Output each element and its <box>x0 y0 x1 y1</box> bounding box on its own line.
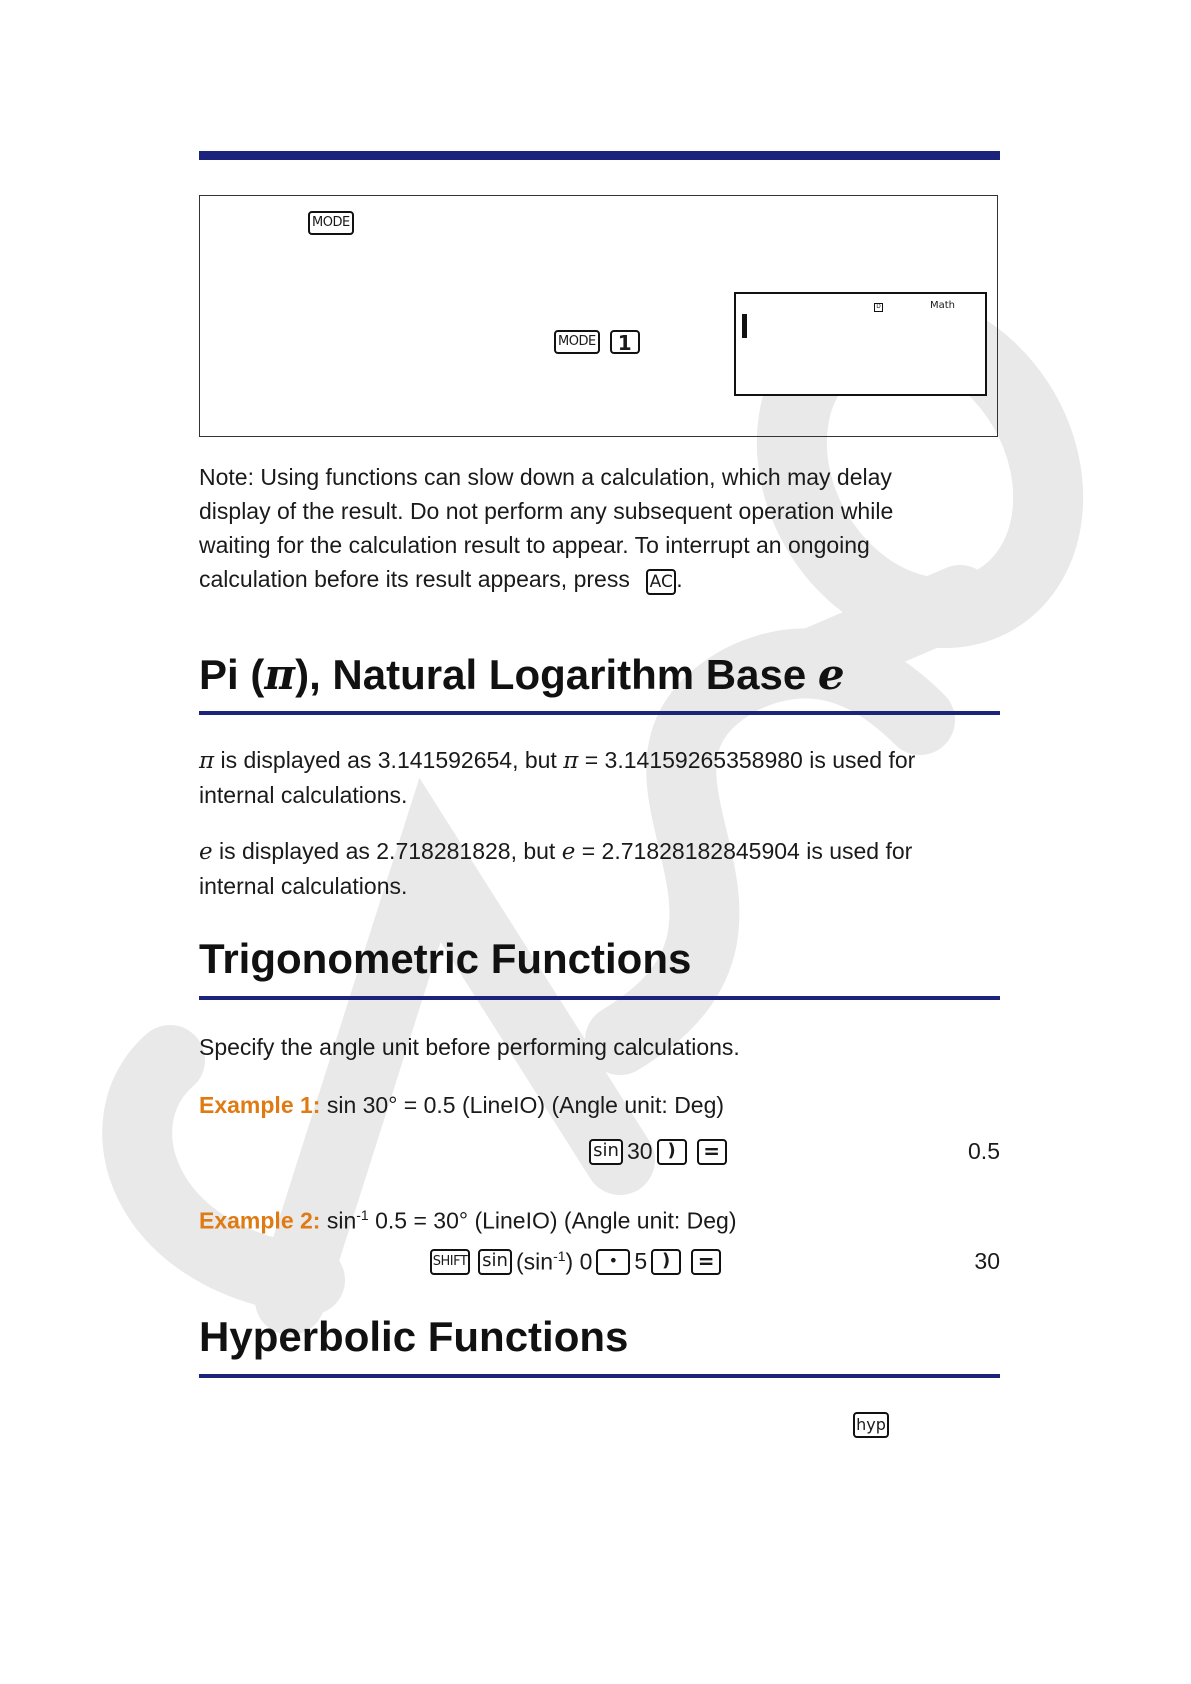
close-paren-key: ) <box>651 1249 681 1275</box>
e-symbol: e <box>817 650 845 699</box>
example-1 <box>199 1088 724 1122</box>
inverse-label <box>516 1248 592 1276</box>
heading-text: ), Natural Logarithm Base <box>295 651 818 698</box>
pi-text: is displayed as 3.141592654, but <box>214 747 564 773</box>
casio-watermark <box>60 300 1170 1350</box>
example-text: 0.5 = 30° (LineIO) (Angle unit: Deg) <box>368 1207 737 1234</box>
equals-key: = <box>691 1249 721 1275</box>
sin-key: sin <box>589 1139 623 1165</box>
example-1-keys <box>589 1138 727 1165</box>
e-line: internal calculations. <box>199 873 408 899</box>
inverse-text: ) 0 <box>565 1248 593 1275</box>
example-2-result: 30 <box>974 1248 1000 1274</box>
section-heading-hyperbolic: Hyperbolic Functions <box>199 1313 629 1360</box>
inverse-text: (sin <box>516 1248 554 1275</box>
input-cursor <box>742 314 747 338</box>
degree-indicator: D <box>874 303 883 312</box>
e-text: = 2.71828182845904 is used for <box>575 838 913 864</box>
note-line <box>199 562 893 596</box>
pi-paragraph <box>199 743 915 812</box>
example-2-keys <box>430 1248 721 1276</box>
section-rule <box>199 996 1000 1000</box>
shift-key: SHIFT <box>430 1249 470 1275</box>
pi-text: = 3.14159265358980 is used for <box>578 747 916 773</box>
e-line <box>199 834 912 869</box>
superscript: -1 <box>356 1207 369 1223</box>
decimal-point-key: • <box>596 1249 630 1275</box>
e-symbol: e <box>561 839 576 865</box>
pi-symbol: π <box>199 748 215 774</box>
mode-key: MODE <box>554 330 600 354</box>
pi-line: internal calculations. <box>199 782 408 808</box>
key-sequence-mode-1 <box>554 330 640 354</box>
equals-key: = <box>697 1139 727 1165</box>
key-number: 30 <box>627 1138 653 1164</box>
e-text: is displayed as 2.718281828, but <box>212 838 562 864</box>
note-line: waiting for the calculation result to appear. To interrupt an ongoing <box>199 532 870 558</box>
note-text: calculation before its result appears, press <box>199 566 630 592</box>
e-symbol: e <box>199 839 213 865</box>
key-number: 5 <box>634 1248 648 1275</box>
calculator-display <box>734 292 987 396</box>
ac-key: AC <box>646 569 676 595</box>
top-divider-bar <box>199 151 1000 160</box>
trig-intro: Specify the angle unit before performing calculations. <box>199 1034 740 1060</box>
note-paragraph <box>199 460 893 596</box>
e-paragraph <box>199 834 912 903</box>
section-rule <box>199 1374 1000 1378</box>
note-period: . <box>676 566 683 592</box>
example-label: Example 2: <box>199 1207 321 1234</box>
example-2 <box>199 1198 737 1238</box>
mode-key: MODE <box>308 211 354 235</box>
section-heading-pi <box>199 650 845 699</box>
sin-key: sin <box>478 1249 512 1275</box>
section-rule <box>199 711 1000 715</box>
note-line: display of the result. Do not perform any subsequent operation while <box>199 498 894 524</box>
example-1-result: 0.5 <box>968 1138 1000 1164</box>
heading-text: Pi ( <box>199 651 265 698</box>
pi-line <box>199 743 915 778</box>
one-key: 1 <box>610 330 640 354</box>
section-heading-trig: Trigonometric Functions <box>199 935 692 982</box>
pi-symbol: π <box>264 650 296 699</box>
close-paren-key: ) <box>657 1139 687 1165</box>
pi-symbol: π <box>563 748 579 774</box>
superscript: -1 <box>553 1248 566 1264</box>
example-text: sin 30° = 0.5 (LineIO) (Angle unit: Deg) <box>320 1092 725 1118</box>
note-line: Note: Using functions can slow down a calculation, which may delay <box>199 464 892 490</box>
math-mode-indicator: Math <box>930 300 956 311</box>
hyp-key: hyp <box>853 1412 889 1438</box>
example-label: Example 1: <box>199 1092 321 1118</box>
example-text: sin <box>320 1207 357 1234</box>
